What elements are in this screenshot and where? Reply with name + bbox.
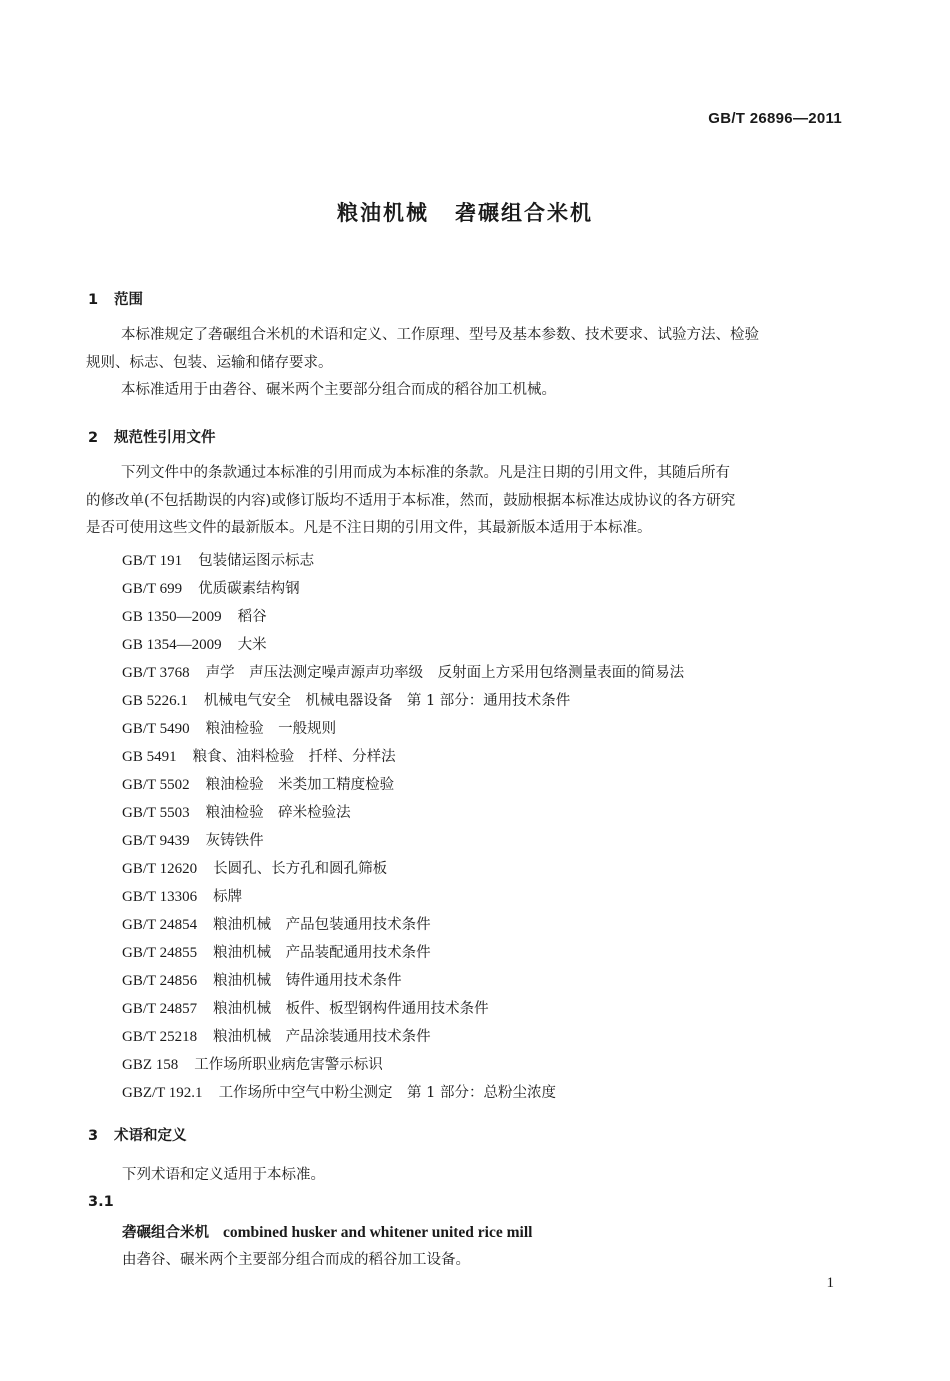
title-part-2: 砻碾组合米机 <box>455 201 593 225</box>
reference-item: GB/T 25218 粮油机械 产品涂装通用技术条件 <box>122 1029 431 1045</box>
reference-item: GBZ/T 192.1 工作场所中空气中粉尘测定 第 1 部分：总粉尘浓度 <box>122 1085 557 1101</box>
section-2-intro-line-2: 的修改单(不包括勘误的内容)或修订版均不适用于本标准，然而，鼓励根据本标准达成协议的各方研究 <box>86 492 736 509</box>
section-2-heading <box>88 426 216 447</box>
section-2-title: 规范性引用文件 <box>114 430 216 446</box>
section-1-number: 1 <box>88 292 99 308</box>
reference-item: GB/T 12620 长圆孔、长方孔和圆孔筛板 <box>122 861 388 877</box>
section-1-title: 范围 <box>114 292 143 308</box>
section-2-intro <box>86 460 844 543</box>
document-title <box>0 197 930 227</box>
reference-item: GB/T 13306 标牌 <box>122 889 243 905</box>
reference-item: GB 5226.1 机械电气安全 机械电器设备 第 1 部分：通用技术条件 <box>122 693 571 709</box>
reference-item: GBZ 158 工作场所职业病危害警示标识 <box>122 1057 383 1073</box>
section-1-body <box>86 322 844 405</box>
section-2-intro-line-3: 是否可使用这些文件的最新版本。凡是不注日期的引用文件，其最新版本适用于本标准。 <box>86 520 652 536</box>
term-definition: 由砻谷、碾米两个主要部分组合而成的稻谷加工设备。 <box>122 1252 470 1268</box>
reference-item: GB/T 191 包装储运图示标志 <box>122 553 315 569</box>
section-3-heading <box>88 1124 187 1145</box>
reference-item: GB 5491 粮食、油料检验 扦样、分样法 <box>122 749 396 765</box>
term-number: 3.1 <box>88 1194 114 1210</box>
reference-item: GB/T 3768 声学 声压法测定噪声源声功率级 反射面上方采用包络测量表面的简易法 <box>122 665 685 681</box>
reference-item: GB/T 24855 粮油机械 产品装配通用技术条件 <box>122 945 431 961</box>
standard-number: GB/T 26896—2011 <box>708 110 842 127</box>
section-1-para-1-line-1: 本标准规定了砻碾组合米机的术语和定义、工作原理、型号及基本参数、技术要求、试验方法、检验 <box>121 327 759 343</box>
section-1-para-1-line-2: 规则、标志、包装、运输和储存要求。 <box>86 354 333 371</box>
term-chinese: 砻碾组合米机 <box>122 1224 209 1241</box>
reference-item: GB/T 24856 粮油机械 铸件通用技术条件 <box>122 973 402 989</box>
section-1-heading <box>88 288 143 309</box>
reference-item: GB/T 24857 粮油机械 板件、板型钢构件通用技术条件 <box>122 1001 489 1017</box>
reference-item: GB/T 9439 灰铸铁件 <box>122 833 264 849</box>
section-2-number: 2 <box>88 430 99 446</box>
section-2-intro-line-1: 下列文件中的条款通过本标准的引用而成为本标准的条款。凡是注日期的引用文件，其随后所有 <box>121 465 730 481</box>
reference-item: GB/T 5490 粮油检验 一般规则 <box>122 721 337 737</box>
reference-item: GB/T 5503 粮油检验 碎米检验法 <box>122 805 351 821</box>
term-english: combined husker and whitener united rice mill <box>223 1224 533 1241</box>
reference-item: GB/T 5502 粮油检验 米类加工精度检验 <box>122 777 395 793</box>
title-part-1: 粮油机械 <box>337 201 429 225</box>
section-1-para-2: 本标准适用于由砻谷、碾米两个主要部分组合而成的稻谷加工机械。 <box>121 382 556 398</box>
section-3-title: 术语和定义 <box>114 1128 187 1144</box>
term-entry <box>122 1221 532 1242</box>
reference-item: GB/T 24854 粮油机械 产品包装通用技术条件 <box>122 917 431 933</box>
reference-item: GB 1354—2009 大米 <box>122 637 267 653</box>
section-3-intro: 下列术语和定义适用于本标准。 <box>122 1167 325 1183</box>
section-3-number: 3 <box>88 1128 99 1144</box>
page-number: 1 <box>826 1275 834 1291</box>
reference-item: GB 1350—2009 稻谷 <box>122 609 267 625</box>
reference-item: GB/T 699 优质碳素结构钢 <box>122 581 300 597</box>
